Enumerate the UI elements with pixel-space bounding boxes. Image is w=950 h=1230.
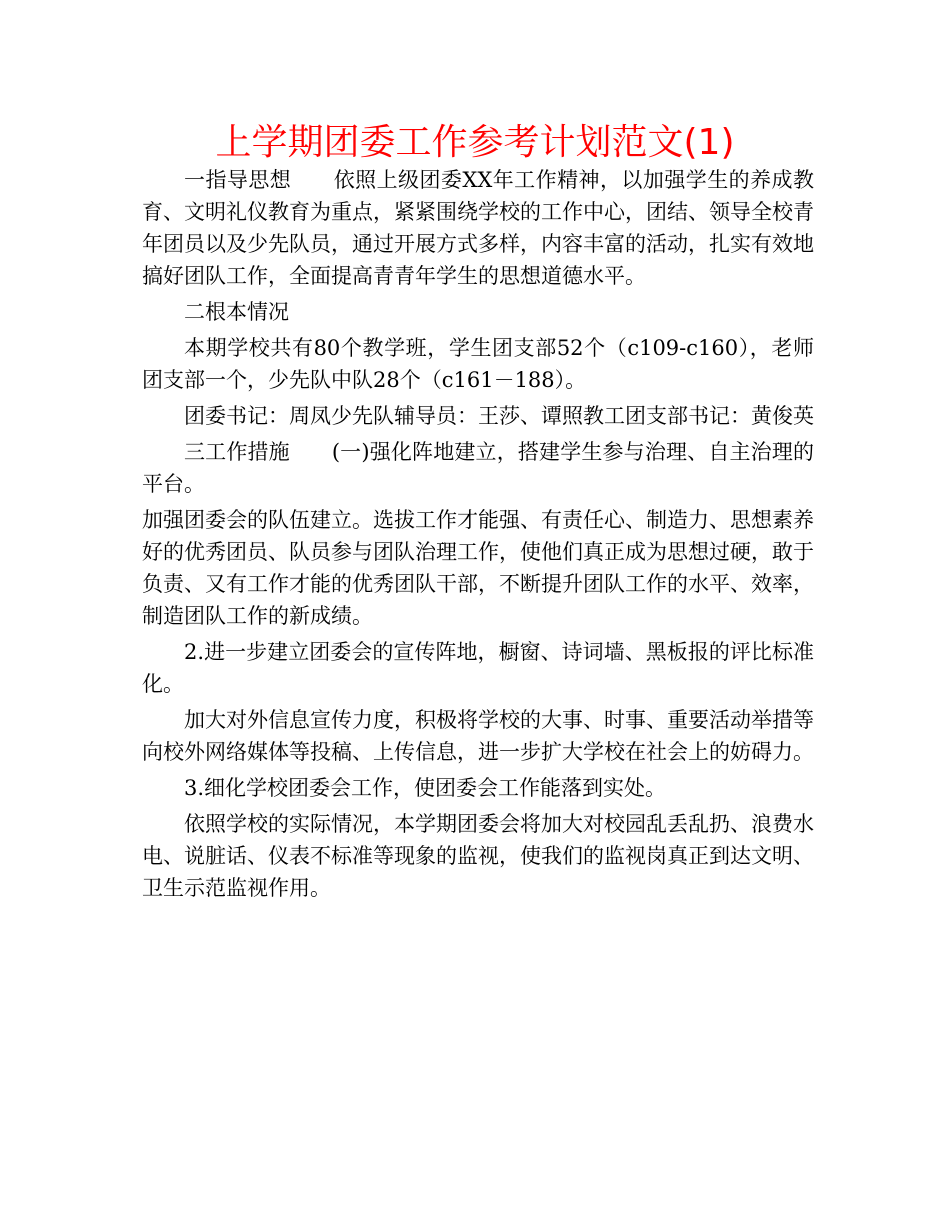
paragraph-staff: 团委书记：周凤少先队辅导员：王莎、谭照教工团支部书记：黄俊英 <box>184 404 814 428</box>
section-heading-guiding-ideology: 一指导思想 <box>184 168 292 192</box>
paragraph-class-count: 本期学校共有80个教学班，学生团支部52个（c109-c160），老师团支部一个，少先队中队28个（c161－188）。 <box>142 336 814 392</box>
paragraph-text: 依照上级团委XX年工作精神，以加强学生的养成教育、文明礼仪教育为重点，紧紧围绕学校的工作中心，团结、领导全校青年团员以及少先队员，通过开展方式多样，内容丰富的活动，扎实有效地搞好团队工作，全面提高青青年学生的思想道德水平。 <box>142 168 815 288</box>
section-heading-basic-situation: 二根本情况 <box>184 300 289 324</box>
paragraph-item-3: 3.细化学校团委会工作，使团委会工作能落到实处。 <box>184 776 667 800</box>
paragraph-guiding-ideology <box>142 164 814 292</box>
section-heading-work-measures: 三工作措施 <box>184 440 290 464</box>
paragraph-work-measures <box>142 436 814 500</box>
document-body <box>142 164 814 908</box>
document-title: 上学期团委工作参考计划范文(1) <box>215 122 735 163</box>
paragraph-item-2: 2.进一步建立团委会的宣传阵地，橱窗、诗词墙、黑板报的评比标准化。 <box>142 640 814 696</box>
paragraph-text: (一)强化阵地建立，搭建学生参与治理、自主治理的平台。 <box>142 440 814 496</box>
paragraph-publicity: 加大对外信息宣传力度，积极将学校的大事、时事、重要活动举措等向校外网络媒体等投稿、上传信息，进一步扩大学校在社会上的妨碍力。 <box>142 708 814 764</box>
paragraph-team-building: 加强团委会的队伍建立。选拔工作才能强、有责任心、制造力、思想素养好的优秀团员、队员参与团队治理工作，使他们真正成为思想过硬，敢于负责、又有工作才能的优秀团队干部，不断提升团队工作的水平、效率，制造团队工作的新成绩。 <box>142 508 814 628</box>
paragraph-supervision: 依照学校的实际情况，本学期团委会将加大对校园乱丢乱扔、浪费水电、说脏话、仪表不标准等现象的监视，使我们的监视岗真正到达文明、卫生示范监视作用。 <box>142 812 814 900</box>
